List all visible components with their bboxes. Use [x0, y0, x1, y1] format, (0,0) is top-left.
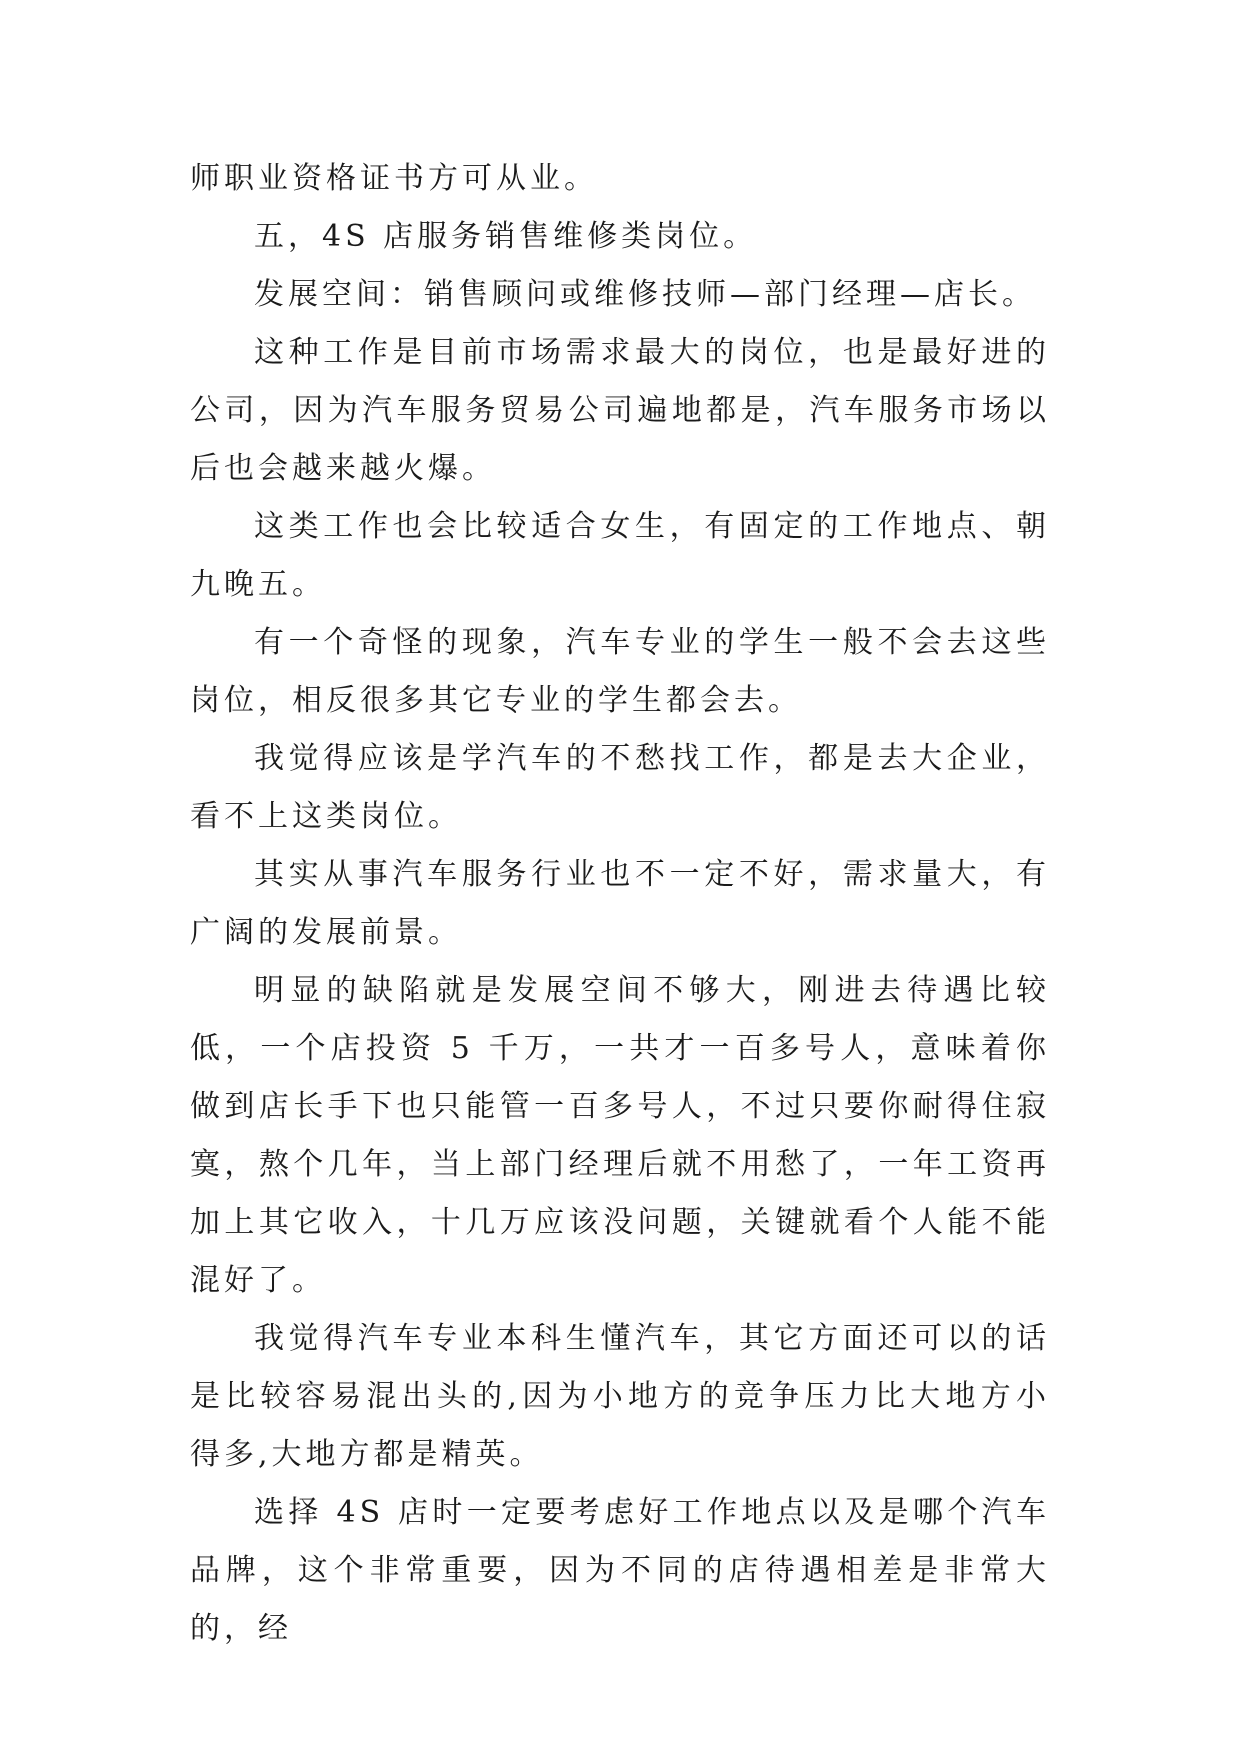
paragraph: 我觉得应该是学汽车的不愁找工作，都是去大企业，看不上这类岗位。 [190, 741, 1050, 834]
paragraph: 这种工作是目前市场需求最大的岗位，也是最好进的公司，因为汽车服务贸易公司遍地都是，汽车服务市场以后也会越来越火爆。 [190, 335, 1050, 486]
paragraph-career-path: 发展空间：销售顾问或维修技师—部门经理—店长。 [254, 277, 1036, 312]
paragraph: 明显的缺陷就是发展空间不够大，刚进去待遇比较低，一个店投资 5 千万，一共才一百多号人，意味着你做到店长手下也只能管一百多号人，不过只要你耐得住寂寞，熬个几年，当上部门经理后就不用愁了，一年工资再加上其它收入，十几万应该没问题，关键就看个人能不能混好了。 [190, 973, 1050, 1298]
paragraph: 选择 4S 店时一定要考虑好工作地点以及是哪个汽车品牌，这个非常重要，因为不同的店待遇相差是非常大的，经 [190, 1495, 1050, 1646]
paragraph: 有一个奇怪的现象，汽车专业的学生一般不会去这些岗位，相反很多其它专业的学生都会去。 [190, 625, 1050, 718]
document-body [190, 150, 1050, 1658]
paragraph-continued: 师职业资格证书方可从业。 [190, 161, 598, 196]
paragraph: 这类工作也会比较适合女生，有固定的工作地点、朝九晚五。 [190, 509, 1050, 602]
paragraph: 其实从事汽车服务行业也不一定不好，需求量大，有广阔的发展前景。 [190, 857, 1050, 950]
paragraph: 我觉得汽车专业本科生懂汽车，其它方面还可以的话是比较容易混出头的,因为小地方的竞争压力比大地方小得多,大地方都是精英。 [190, 1321, 1050, 1472]
paragraph-section-heading: 五，4S 店服务销售维修类岗位。 [254, 219, 758, 254]
